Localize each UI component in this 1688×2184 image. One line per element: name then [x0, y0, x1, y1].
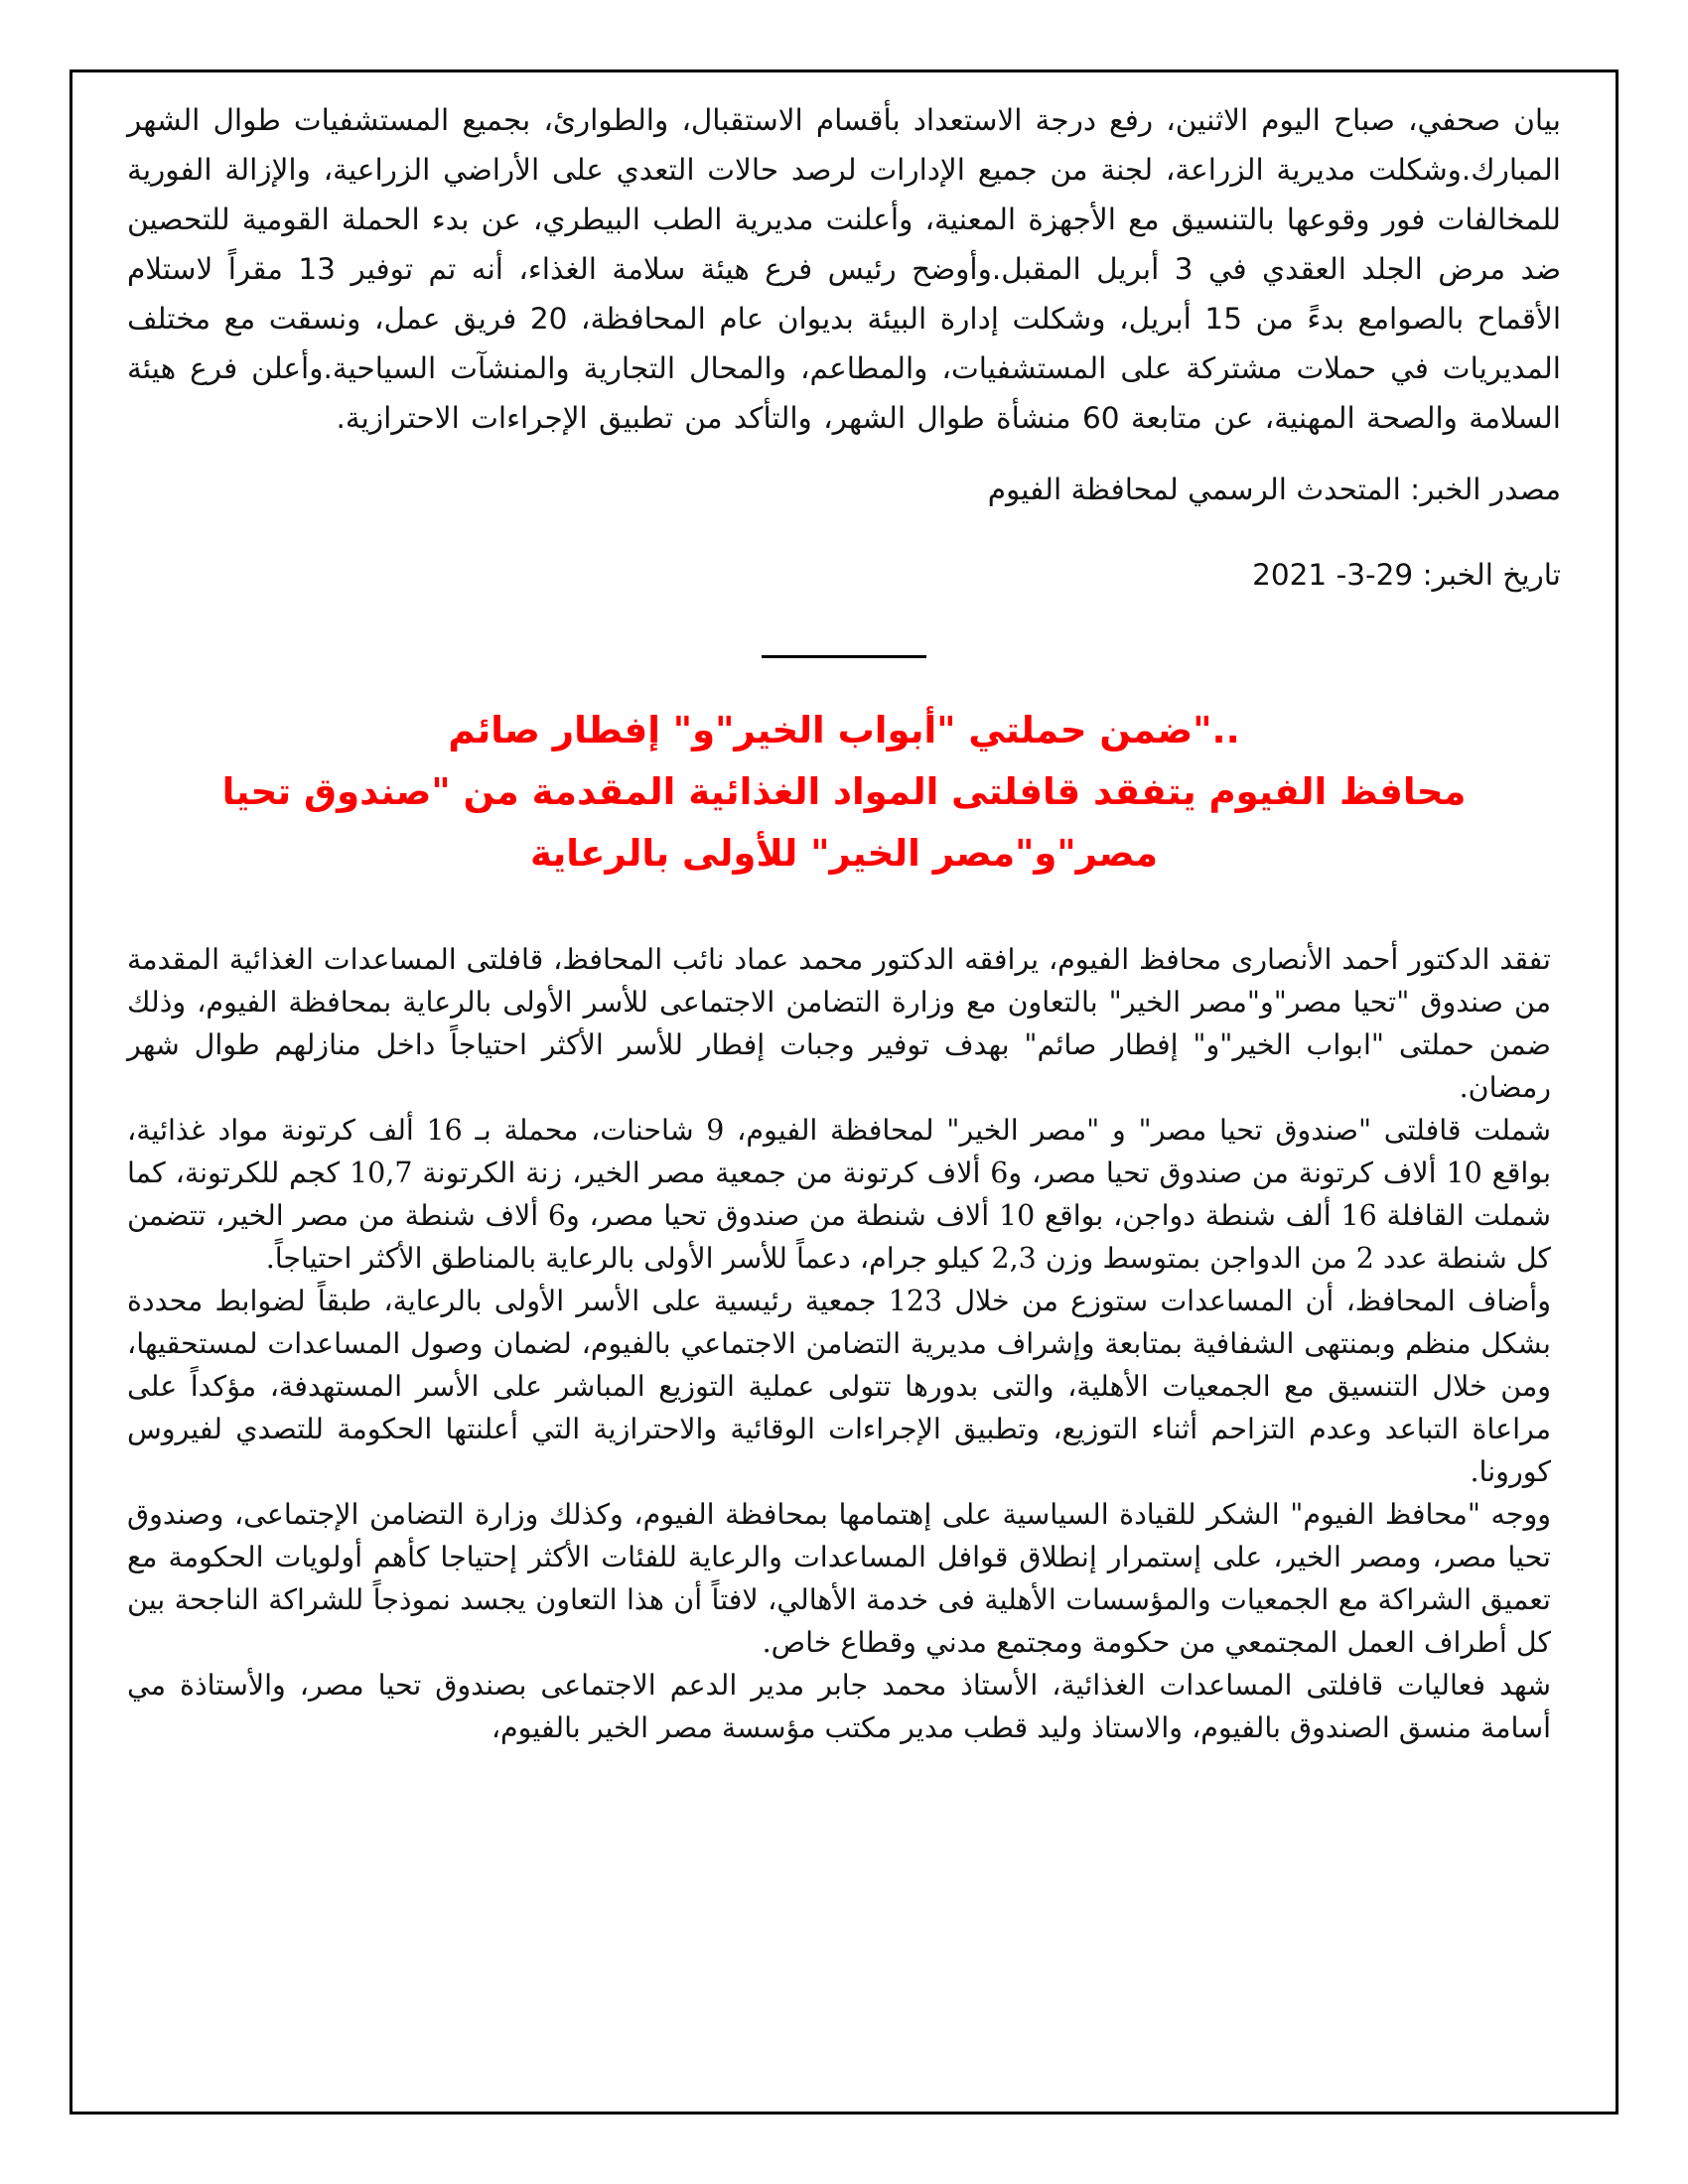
news-date: تاريخ الخبر: 29-3- 2021 [1252, 558, 1561, 592]
article-paragraph-2: شملت قافلتى "صندوق تحيا مصر" و "مصر الخير" لمحافظة الفيوم، 9 شاحنات، محملة بـ 16 ألف كرتونة مواد غذائية، بواقع 10 ألاف كرتونة من صندوق تحيا مصر، و6 ألاف كرتونة من جمعية مصر الخير، زنة الكرتونة 10,7 كجم للكرتونة، كما شملت القافلة 16 ألف شنطة دواجن، بواقع 10 ألاف شنطة من صندوق تحيا مصر، و6 ألاف شنطة من مصر الخير، تتضمن كل شنطة عدد 2 من الدواجن بمتوسط وزن 2,3 كيلو جرام، دعماً للأسر الأولى بالرعاية بالمناطق الأكثر احتياجاً. [127, 1114, 1552, 1275]
article-headline [167, 700, 1521, 885]
article-paragraph-4: ووجه "محافظ الفيوم" الشكر للقيادة السياسية على إهتمامها بمحافظة الفيوم، وكذلك وزارة التضامن الإجتماعى، وصندوق تحيا مصر، ومصر الخير، على إستمرار إنطلاق قوافل المساعدات والرعاية للفئات الأكثر إحتياجا كأهم أولويات الحكومة مع تعميق الشراكة مع الجمعيات والمؤسسات الأهلية فى خدمة الأهالي، لافتاً أن هذا التعاون يجسد نموذجاً للشراكة الناجحة بين كل أطراف العمل المجتمعي من حكومة ومجتمع مدني وقطاع خاص. [127, 1498, 1551, 1659]
section-separator [762, 655, 926, 658]
article-paragraph-5: شهد فعاليات قافلتى المساعدات الغذائية، الأستاذ محمد جابر مدير الدعم الاجتماعى بصندوق تحيا مصر، والأستاذة مي أسامة منسق الصندوق بالفيوم، والاستاذ وليد قطب مدير مكتب مؤسسة مصر الخير بالفيوم، [127, 1669, 1551, 1744]
headline-line-2: محافظ الفيوم يتفقد قافلتى المواد الغذائية المقدمة من "صندوق تحيا [221, 770, 1467, 813]
headline-line-3: مصر"و"مصر الخير" للأولى بالرعاية [529, 832, 1159, 875]
article-body [127, 938, 1561, 1749]
document-content [127, 95, 1561, 1749]
news-source: مصدر الخبر: المتحدث الرسمي لمحافظة الفيوم [987, 473, 1561, 506]
article-paragraph-3: وأضاف المحافظ، أن المساعدات ستوزع من خلال 123 جمعية رئيسية على الأسر الأولى بالرعاية، طبقاً لضوابط محددة بشكل منظم وبمنتهى الشفافية بمتابعة وإشراف مديرية التضامن الاجتماعي بالفيوم، لضمان وصول المساعدات لمستحقيها، ومن خلال التنسيق مع الجمعيات الأهلية، والتى بدورها تتولى عملية التوزيع المباشر على الأسر المستهدفة، مؤكداً على مراعاة التباعد وعدم التزاحم أثناء التوزيع، وتطبيق الإجراءات الوقائية والاحترازية التي أعلنتها الحكومة للتصدي لفيروس كورونا. [127, 1285, 1551, 1488]
article-paragraph-1: تفقد الدكتور أحمد الأنصارى محافظ الفيوم، يرافقه الدكتور محمد عماد نائب المحافظ، قافلتى المساعدات الغذائية المقدمة من صندوق "تحيا مصر"و"مصر الخير" بالتعاون مع وزارة التضامن الاجتماعى للأسر الأولى بالرعاية بمحافظة الفيوم، وذلك ضمن حملتى "ابواب الخير"و" إفطار صائم" بهدف توفير وجبات إفطار للأسر الأكثر احتياجاً داخل منازلهم طوال شهر رمضان. [127, 943, 1551, 1104]
lead-paragraph: بيان صحفي، صباح اليوم الاثنين، رفع درجة الاستعداد بأقسام الاستقبال، والطوارئ، بجميع المستشفيات طوال الشهر المبارك.وشكلت مديرية الزراعة، لجنة من جميع الإدارات لرصد حالات التعدي على الأراضي الزراعية، والإزالة الفورية للمخالفات فور وقوعها بالتنسيق مع الأجهزة المعنية، وأعلنت مديرية الطب البيطري، عن بدء الحملة القومية للتحصين ضد مرض الجلد العقدي في 3 أبريل المقبل.وأوضح رئيس فرع هيئة سلامة الغذاء، أنه تم توفير 13 مقراً لاستلام الأقماح بالصوامع بدءً من 15 أبريل، وشكلت إدارة البيئة بديوان عام المحافظة، 20 فريق عمل، ونسقت مع مختلف المديريات في حملات مشتركة على المستشفيات، والمطاعم، والمحال التجارية والمنشآت السياحية.وأعلن فرع هيئة السلامة والصحة المهنية، عن متابعة 60 منشأة طوال الشهر، والتأكد من تطبيق الإجراءات الاحترازية. [127, 103, 1562, 435]
headline-line-1: .."ضمن حملتي "أبواب الخير"و" إفطار صائم [448, 709, 1240, 751]
